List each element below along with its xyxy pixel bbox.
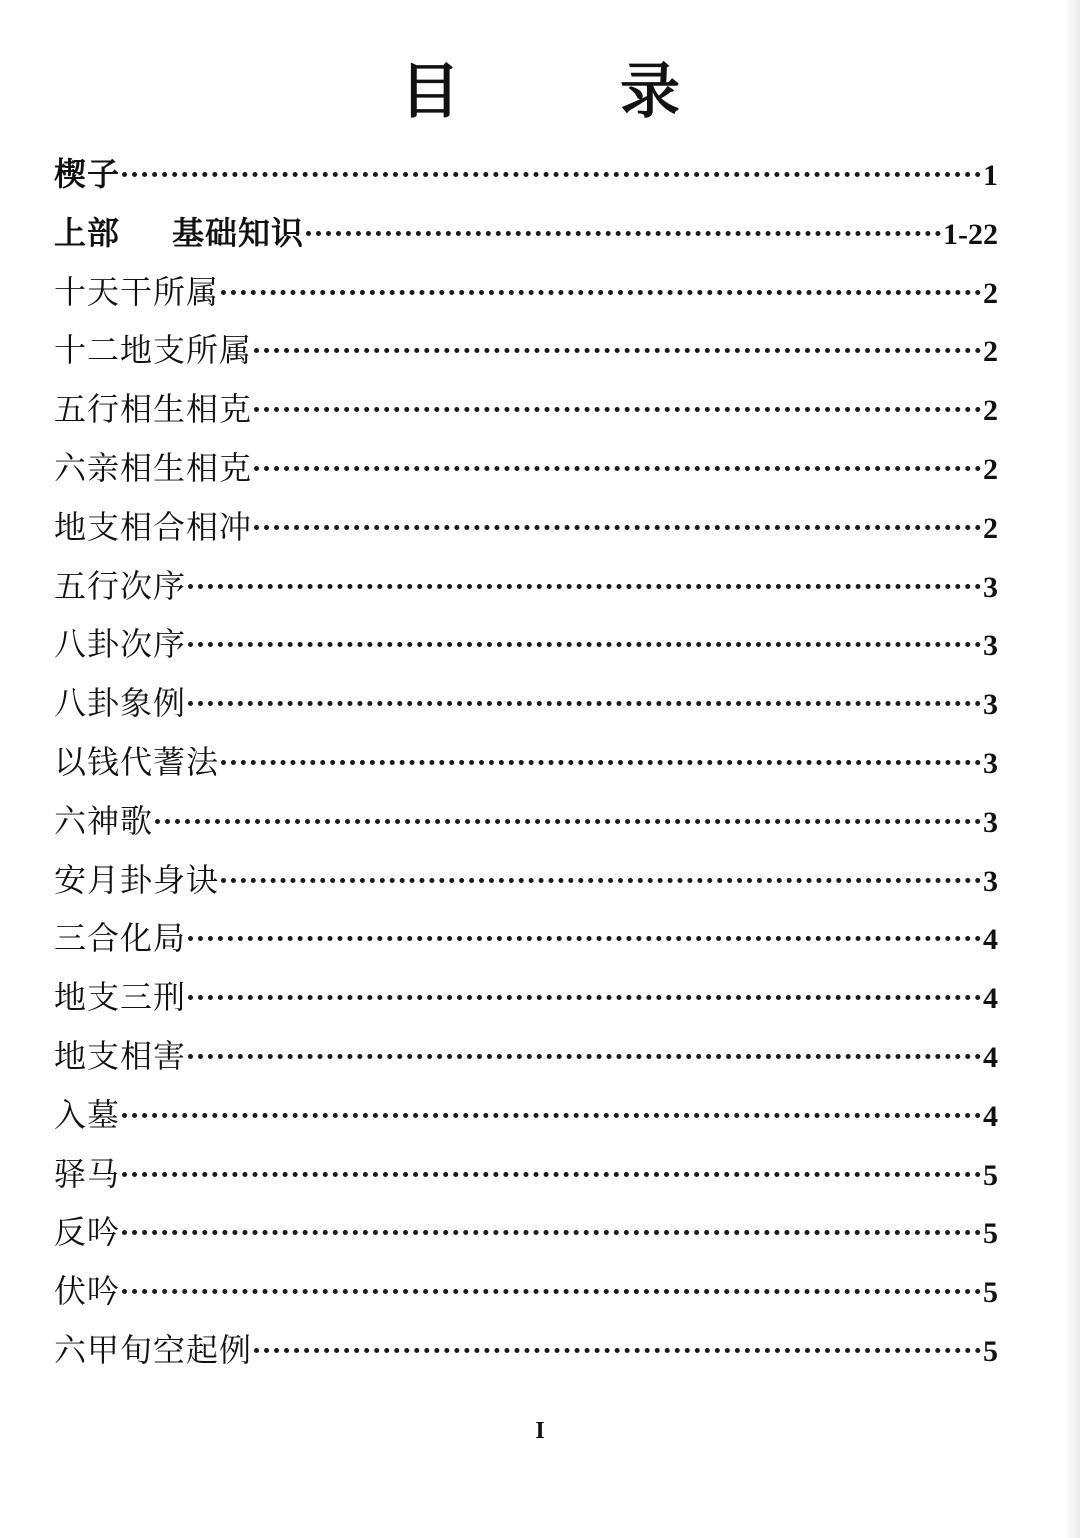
- toc-entry-label: 驿马: [54, 1154, 121, 1193]
- toc-entry-page: 3: [983, 688, 998, 722]
- toc-entry: [54, 145, 998, 204]
- toc-entry-page: 2: [983, 394, 998, 428]
- toc-entry-label: 六亲相生相克: [54, 448, 253, 487]
- dot-leader: [188, 642, 981, 647]
- toc-entry: [54, 1203, 998, 1262]
- dot-leader: [122, 172, 981, 177]
- toc-entry-page: 5: [983, 1276, 998, 1310]
- toc-entry-page: 4: [983, 1040, 998, 1074]
- dot-leader: [306, 231, 941, 236]
- toc-entry: [54, 498, 998, 557]
- toc-entry-page: 2: [983, 511, 998, 545]
- toc-entry-label: 地支相合相冲: [54, 507, 253, 546]
- toc-entry: [54, 1321, 998, 1380]
- dot-leader: [221, 760, 981, 765]
- dot-leader: [254, 407, 981, 412]
- toc-entry-label: 以钱代蓍法: [54, 742, 220, 781]
- toc-entry-label: 六神歌: [54, 801, 154, 840]
- toc-entry-label: 六甲旬空起例: [54, 1330, 253, 1369]
- toc-entry-page: 2: [983, 452, 998, 486]
- toc-entry-label: 三合化局: [54, 919, 187, 958]
- toc-entry-label: 十天干所属: [54, 272, 220, 311]
- toc-entry-page: 1: [983, 159, 998, 192]
- toc-entry: [54, 204, 998, 263]
- dot-leader: [188, 995, 981, 1000]
- toc-entry-label: 楔子: [54, 155, 121, 193]
- toc-entry-page: 4: [983, 1099, 998, 1133]
- toc-entry-label: 上部: [54, 213, 121, 252]
- toc-entry: [54, 792, 998, 851]
- toc-entry: [54, 1145, 998, 1204]
- dot-leader: [254, 1348, 981, 1353]
- dot-leader: [122, 1289, 981, 1294]
- dot-leader: [254, 466, 981, 471]
- dot-leader: [254, 348, 981, 353]
- toc-entry-label: 地支相害: [54, 1036, 187, 1075]
- toc-entry: [54, 674, 998, 733]
- toc-entry: [54, 1086, 998, 1145]
- toc-entry-label: 八卦象例: [54, 684, 187, 723]
- toc-entry-label: 十二地支所属: [54, 331, 253, 370]
- toc-entry: [54, 321, 998, 380]
- toc-entry-page: 5: [983, 1158, 998, 1192]
- toc-entry-page: 4: [983, 923, 998, 957]
- toc-entry-page: 4: [983, 982, 998, 1016]
- toc-entry-label: 五行相生相克: [54, 390, 253, 429]
- dot-leader: [221, 290, 981, 295]
- dot-leader: [155, 819, 981, 824]
- dot-leader: [188, 701, 981, 706]
- toc-entry: [54, 439, 998, 498]
- toc-entry: [54, 1027, 998, 1086]
- toc-entry: [54, 968, 998, 1027]
- page-edge-shadow: [1064, 0, 1080, 1538]
- page-title: 目 录: [400, 57, 730, 127]
- toc-entry-label: 伏吟: [54, 1272, 121, 1311]
- dot-leader: [122, 1113, 981, 1118]
- toc-entry: [54, 557, 998, 616]
- toc-entry-page: 5: [983, 1217, 998, 1251]
- toc-entry-page: 1-22: [943, 217, 998, 251]
- toc-entry-label: 安月卦身诀: [54, 860, 220, 899]
- table-of-contents: [54, 145, 998, 1380]
- toc-entry-page: 5: [983, 1334, 998, 1368]
- dot-leader: [188, 936, 981, 941]
- toc-entry-label: 五行次序: [54, 566, 187, 605]
- toc-entry: [54, 1262, 998, 1321]
- toc-entry-page: 3: [983, 805, 998, 839]
- toc-entry-page: 3: [983, 570, 998, 604]
- dot-leader: [188, 584, 981, 589]
- dot-leader: [188, 1054, 981, 1059]
- page-number: I: [535, 1418, 545, 1444]
- toc-entry-sublabel: 基础知识: [172, 213, 305, 252]
- toc-entry-label: 地支三刑: [54, 978, 187, 1017]
- toc-entry: [54, 733, 998, 792]
- toc-entry: [54, 263, 998, 322]
- dot-leader: [122, 1230, 981, 1235]
- dot-leader: [122, 1172, 981, 1177]
- dot-leader: [254, 525, 981, 530]
- toc-entry: [54, 909, 998, 968]
- toc-entry-page: 3: [983, 746, 998, 780]
- toc-entry-page: 3: [983, 629, 998, 663]
- toc-entry: [54, 615, 998, 674]
- toc-entry-page: 3: [983, 864, 998, 898]
- dot-leader: [221, 878, 981, 883]
- toc-entry: [54, 380, 998, 439]
- toc-entry-label: 反吟: [54, 1213, 121, 1252]
- toc-entry-page: 2: [983, 276, 998, 310]
- toc-entry: [54, 851, 998, 910]
- toc-entry-page: 2: [983, 335, 998, 369]
- toc-entry-label: 八卦次序: [54, 625, 187, 664]
- toc-entry-label: 入墓: [54, 1095, 121, 1134]
